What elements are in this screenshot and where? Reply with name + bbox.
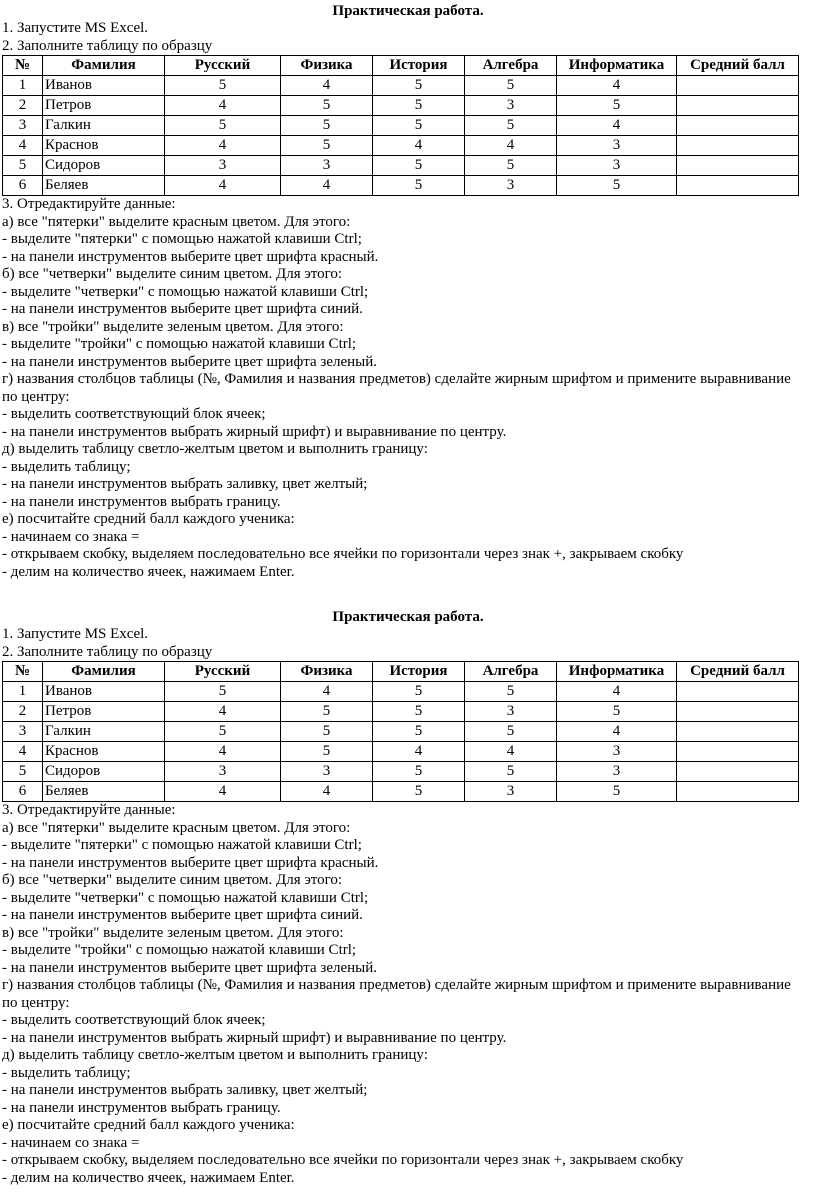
instruction-line: по центру: — [2, 388, 70, 405]
table-cell — [677, 742, 799, 762]
table-cell: 3 — [465, 702, 557, 722]
table-row — [3, 782, 799, 802]
column-header: № — [3, 662, 43, 682]
table-row — [3, 96, 799, 116]
column-header: Средний балл — [677, 56, 799, 76]
table-cell — [677, 116, 799, 136]
table-cell: 4 — [165, 782, 281, 802]
instruction-line: - на панели инструментов выбрать границу. — [2, 1099, 281, 1116]
table-cell: 5 — [165, 116, 281, 136]
table-row — [3, 702, 799, 722]
table-cell: 3 — [557, 742, 677, 762]
instruction-line: г) названия столбцов таблицы (№, Фамилия и названия предметов) сделайте жирным шрифтом и примените выравнивание — [2, 977, 791, 993]
instruction-line: е) посчитайте средний балл каждого ученика: — [2, 511, 295, 527]
intro-line: 2. Заполните таблицу по образцу — [2, 37, 213, 54]
column-header: Алгебра — [465, 662, 557, 682]
instruction-line: - выделить таблицу; — [2, 458, 131, 475]
table-cell — [677, 76, 799, 96]
table-cell: 5 — [557, 702, 677, 722]
table-cell: 5 — [465, 722, 557, 742]
grades-table — [2, 661, 799, 802]
table-cell: 5 — [373, 96, 465, 116]
table-cell: 4 — [557, 116, 677, 136]
instruction-line: г) названия столбцов таблицы (№, Фамилия и названия предметов) сделайте жирным шрифтом и примените выравнивание — [2, 371, 791, 387]
table-cell: 4 — [557, 76, 677, 96]
table-cell: 3 — [3, 116, 43, 136]
table-cell: 4 — [3, 136, 43, 156]
table-cell: 5 — [165, 722, 281, 742]
column-header: Фамилия — [43, 56, 165, 76]
column-header: Информатика — [557, 56, 677, 76]
table-cell: Сидоров — [43, 762, 165, 782]
table-cell: 5 — [3, 762, 43, 782]
table-cell: 5 — [373, 176, 465, 196]
column-header: Средний балл — [677, 662, 799, 682]
document-title: Практическая работа. — [332, 3, 484, 19]
table-cell: 5 — [465, 682, 557, 702]
table-cell: 5 — [373, 762, 465, 782]
instruction-line: - выделить соответствующий блок ячеек; — [2, 406, 266, 422]
instruction-line: - выделите "четверки" с помощью нажатой клавиши Ctrl; — [2, 283, 369, 300]
instruction-line: а) все "пятерки" выделите красным цветом. Для этого: — [2, 819, 351, 836]
instruction-line: - на панели инструментов выберите цвет шрифта синий. — [2, 301, 363, 317]
column-header: Физика — [281, 662, 373, 682]
table-cell: Галкин — [43, 722, 165, 742]
table-cell: 4 — [165, 96, 281, 116]
table-header-row — [3, 662, 799, 682]
instruction-line: в) все "тройки" выделите зеленым цветом. Для этого: — [2, 318, 344, 335]
intro-line: 2. Заполните таблицу по образцу — [2, 643, 213, 660]
table-cell: Галкин — [43, 116, 165, 136]
table-cell: 5 — [281, 96, 373, 116]
table-cell: 5 — [465, 156, 557, 176]
instruction-line: - начинаем со знака = — [2, 528, 140, 545]
table-cell: 1 — [3, 76, 43, 96]
table-cell: 6 — [3, 782, 43, 802]
table-cell: 3 — [557, 156, 677, 176]
column-header: № — [3, 56, 43, 76]
column-header: Русский — [165, 662, 281, 682]
table-cell: 4 — [465, 136, 557, 156]
instruction-line: в) все "тройки" выделите зеленым цветом. Для этого: — [2, 924, 344, 941]
table-cell: 4 — [557, 682, 677, 702]
instruction-line: - выделите "пятерки" с помощью нажатой клавиши Ctrl; — [2, 231, 362, 247]
table-cell: 5 — [165, 76, 281, 96]
table-cell — [677, 136, 799, 156]
table-cell: 3 — [557, 762, 677, 782]
instruction-line: - на панели инструментов выбрать заливку, цвет желтый; — [2, 1082, 368, 1098]
column-header: Фамилия — [43, 662, 165, 682]
practical-work-section-1 — [0, 0, 816, 581]
table-cell — [677, 702, 799, 722]
table-row — [3, 76, 799, 96]
table-cell: 5 — [373, 76, 465, 96]
table-cell: 5 — [465, 116, 557, 136]
table-cell: 1 — [3, 682, 43, 702]
instruction-line: - открываем скобку, выделяем последовательно все ячейки по горизонтали через знак +, закрываем скобку — [2, 1152, 684, 1168]
instruction-line: - на панели инструментов выберите цвет шрифта красный. — [2, 248, 379, 265]
grades-table — [2, 55, 799, 196]
instruction-line: - на панели инструментов выбрать жирный шрифт) и выравнивание по центру. — [2, 423, 507, 440]
table-row — [3, 682, 799, 702]
table-cell: Сидоров — [43, 156, 165, 176]
table-cell: 4 — [465, 742, 557, 762]
instruction-line: - на панели инструментов выбрать жирный шрифт) и выравнивание по центру. — [2, 1029, 507, 1046]
table-cell: 4 — [165, 176, 281, 196]
table-cell: Беляев — [43, 782, 165, 802]
table-cell: 4 — [281, 176, 373, 196]
instruction-line: - выделить таблицу; — [2, 1064, 131, 1081]
instruction-line: д) выделить таблицу светло-желтым цветом и выполнить границу: — [2, 1047, 428, 1063]
instruction-line: - выделите "тройки" с помощью нажатой клавиши Ctrl; — [2, 942, 357, 958]
table-row — [3, 116, 799, 136]
column-header: История — [373, 662, 465, 682]
table-cell: 5 — [373, 702, 465, 722]
table-cell: 4 — [3, 742, 43, 762]
table-cell: Беляев — [43, 176, 165, 196]
table-cell: 5 — [3, 156, 43, 176]
table-row — [3, 156, 799, 176]
table-cell: 3 — [3, 722, 43, 742]
table-cell: 3 — [165, 762, 281, 782]
table-cell: 4 — [165, 136, 281, 156]
column-header: Алгебра — [465, 56, 557, 76]
table-cell: 5 — [557, 96, 677, 116]
table-cell: 4 — [165, 702, 281, 722]
table-cell: 4 — [165, 742, 281, 762]
table-cell: Краснов — [43, 742, 165, 762]
table-cell: 5 — [281, 742, 373, 762]
table-cell — [677, 782, 799, 802]
column-header: История — [373, 56, 465, 76]
instruction-line: д) выделить таблицу светло-желтым цветом и выполнить границу: — [2, 441, 428, 457]
table-cell — [677, 682, 799, 702]
table-row — [3, 742, 799, 762]
table-row — [3, 136, 799, 156]
intro-line: 1. Запустите MS Excel. — [2, 626, 149, 642]
instruction-line: - выделите "четверки" с помощью нажатой клавиши Ctrl; — [2, 889, 369, 906]
table-cell: 5 — [465, 76, 557, 96]
instruction-line: е) посчитайте средний балл каждого ученика: — [2, 1117, 295, 1133]
table-cell: 5 — [281, 136, 373, 156]
table-cell: 5 — [373, 116, 465, 136]
table-cell: 4 — [281, 682, 373, 702]
column-header: Физика — [281, 56, 373, 76]
table-cell: 3 — [465, 96, 557, 116]
table-cell: 4 — [373, 742, 465, 762]
instruction-line: - выделите "тройки" с помощью нажатой клавиши Ctrl; — [2, 336, 357, 352]
table-row — [3, 722, 799, 742]
table-cell: 5 — [557, 782, 677, 802]
table-cell: 3 — [557, 136, 677, 156]
table-cell: 6 — [3, 176, 43, 196]
table-cell: 5 — [557, 176, 677, 196]
table-cell: 2 — [3, 702, 43, 722]
table-cell — [677, 176, 799, 196]
instruction-line: - делим на количество ячеек, нажимаем Enter. — [2, 563, 295, 580]
table-cell: 5 — [281, 702, 373, 722]
table-cell: 5 — [281, 722, 373, 742]
instruction-line: по центру: — [2, 994, 70, 1011]
instruction-line: - на панели инструментов выберите цвет шрифта синий. — [2, 907, 363, 923]
instruction-line: - выделите "пятерки" с помощью нажатой клавиши Ctrl; — [2, 837, 362, 853]
instruction-line: - на панели инструментов выбрать границу. — [2, 493, 281, 510]
table-cell: 5 — [165, 682, 281, 702]
table-header-row — [3, 56, 799, 76]
table-cell: 5 — [373, 722, 465, 742]
table-cell: 4 — [557, 722, 677, 742]
table-cell: Петров — [43, 702, 165, 722]
instruction-line: - на панели инструментов выберите цвет шрифта красный. — [2, 854, 379, 871]
instruction-line: - на панели инструментов выберите цвет шрифта зеленый. — [2, 353, 378, 370]
table-cell — [677, 762, 799, 782]
instruction-line: - на панели инструментов выберите цвет шрифта зеленый. — [2, 959, 378, 976]
intro-line: 1. Запустите MS Excel. — [2, 20, 149, 36]
table-cell: 5 — [281, 116, 373, 136]
instruction-line: б) все "четверки" выделите синим цветом. Для этого: — [2, 872, 343, 888]
table-row — [3, 762, 799, 782]
table-cell: 5 — [373, 782, 465, 802]
instruction-line: б) все "четверки" выделите синим цветом. Для этого: — [2, 266, 343, 282]
column-header: Информатика — [557, 662, 677, 682]
table-cell: Краснов — [43, 136, 165, 156]
table-cell: 5 — [373, 156, 465, 176]
table-cell: 3 — [165, 156, 281, 176]
table-cell: 4 — [373, 136, 465, 156]
table-cell: 4 — [281, 76, 373, 96]
table-cell: 3 — [281, 156, 373, 176]
table-cell — [677, 156, 799, 176]
column-header: Русский — [165, 56, 281, 76]
table-cell: 4 — [281, 782, 373, 802]
table-cell: 5 — [373, 682, 465, 702]
instruction-line: - начинаем со знака = — [2, 1134, 140, 1151]
instruction-line: - выделить соответствующий блок ячеек; — [2, 1012, 266, 1028]
instruction-line: 3. Отредактируйте данные: — [2, 196, 176, 212]
instruction-line: - делим на количество ячеек, нажимаем Enter. — [2, 1169, 295, 1186]
table-cell: Иванов — [43, 682, 165, 702]
instruction-line: - на панели инструментов выбрать заливку, цвет желтый; — [2, 476, 368, 492]
document-title: Практическая работа. — [332, 609, 484, 625]
table-row — [3, 176, 799, 196]
table-cell: 3 — [281, 762, 373, 782]
table-cell: 2 — [3, 96, 43, 116]
table-cell: 3 — [465, 176, 557, 196]
practical-work-section-2 — [0, 606, 816, 1187]
table-cell: 3 — [465, 782, 557, 802]
table-cell: 5 — [465, 762, 557, 782]
instruction-line: 3. Отредактируйте данные: — [2, 802, 176, 818]
table-cell — [677, 96, 799, 116]
table-cell — [677, 722, 799, 742]
table-cell: Иванов — [43, 76, 165, 96]
table-cell: Петров — [43, 96, 165, 116]
instruction-line: а) все "пятерки" выделите красным цветом. Для этого: — [2, 213, 351, 230]
instruction-line: - открываем скобку, выделяем последовательно все ячейки по горизонтали через знак +, закрываем скобку — [2, 546, 684, 562]
